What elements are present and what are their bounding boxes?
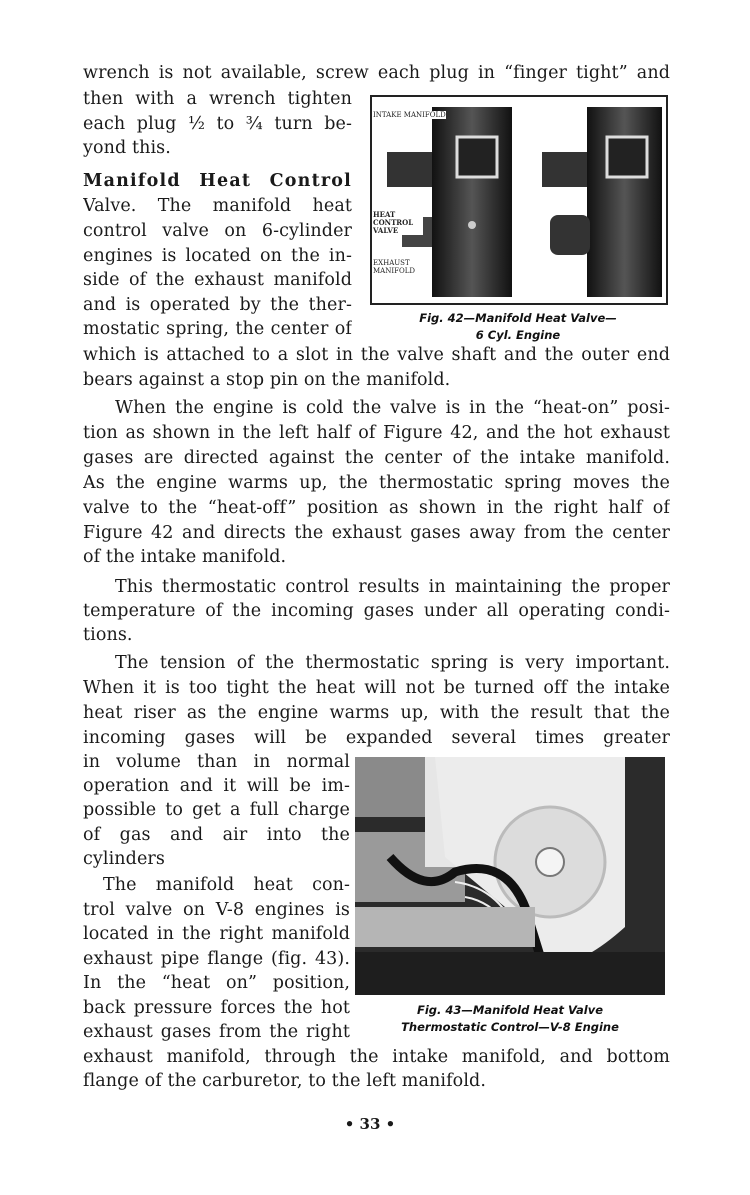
text-line: of gas and air into the xyxy=(83,825,350,845)
text-line: This thermostatic control results in maintaining the proper xyxy=(115,577,670,597)
text-line: operation and it will be im- xyxy=(83,776,350,796)
label-exhaust-manifold: EXHAUST MANIFOLD xyxy=(373,259,428,275)
text-line: When it is too tight the heat will not be turned off the intake xyxy=(83,678,670,698)
text-line: tions. xyxy=(83,625,133,645)
figure-42-caption-line2: 6 Cyl. Engine xyxy=(475,328,561,342)
text-line: possible to get a full charge xyxy=(83,800,350,820)
text-line: then with a wrench tighten xyxy=(83,89,352,109)
text-line: temperature of the incoming gases under all operating condi- xyxy=(83,601,670,621)
text-line: heat riser as the engine warms up, with the result that the xyxy=(83,703,670,723)
text-line: In the “heat on” position, xyxy=(83,973,350,993)
text-line: exhaust pipe flange (fig. 43). xyxy=(83,949,350,969)
text-line: As the engine warms up, the thermostatic spring moves the xyxy=(83,473,670,493)
text-line: gases are directed against the center of the intake manifold. xyxy=(83,448,670,468)
text-line: which is attached to a slot in the valve shaft and the outer end xyxy=(83,345,670,365)
figure-42-caption-line1: Fig. 42—Manifold Heat Valve— xyxy=(419,311,617,325)
text-line: control valve on 6-cylinder xyxy=(83,221,352,241)
text-line: mostatic spring, the center of xyxy=(83,319,352,339)
text-line: incoming gases will be expanded several times greater xyxy=(83,728,670,748)
text-line: wrench is not available, screw each plug in “finger tight” and xyxy=(83,63,670,83)
text-line: of the intake manifold. xyxy=(83,547,287,567)
text-line: Manifold Heat Control xyxy=(83,171,352,191)
text-line: back pressure forces the hot xyxy=(83,998,350,1018)
text-line: Valve. The manifold heat xyxy=(83,196,352,216)
text-line: The manifold heat con- xyxy=(103,875,350,895)
figure-42-image xyxy=(370,95,668,305)
text-line: and is operated by the ther- xyxy=(83,295,352,315)
text-line: yond this. xyxy=(83,138,171,158)
text-line: valve to the “heat-off” position as shown in the right half of xyxy=(83,498,670,518)
text-line: in volume than in normal xyxy=(83,752,350,772)
page-number: • 33 • xyxy=(344,1115,396,1133)
figure-43-photo xyxy=(355,757,665,995)
thermostatic-spring-photo xyxy=(355,757,665,995)
text-line: located in the right manifold xyxy=(83,924,350,944)
text-line: engines is located on the in- xyxy=(83,246,352,266)
text-line: tion as shown in the left half of Figure 42, and the hot exhaust xyxy=(83,423,670,443)
text-line: exhaust manifold, through the intake manifold, and bottom xyxy=(83,1047,670,1067)
text-line: The tension of the thermostatic spring is very important. xyxy=(115,653,670,673)
text-line: When the engine is cold the valve is in the “heat-on” posi- xyxy=(115,398,670,418)
label-intake-manifold: INTAKE MANIFOLD xyxy=(373,111,446,119)
text-line: flange of the carburetor, to the left manifold. xyxy=(83,1071,486,1091)
figure-43-caption-line2: Thermostatic Control—V-8 Engine xyxy=(401,1020,619,1034)
text-line: bears against a stop pin on the manifold. xyxy=(83,370,451,390)
figure-43-caption-line1: Fig. 43—Manifold Heat Valve xyxy=(416,1003,603,1017)
text-line: side of the exhaust manifold xyxy=(83,270,352,290)
text-line: trol valve on V-8 engines is xyxy=(83,900,350,920)
text-line: exhaust gases from the right xyxy=(83,1022,350,1042)
text-line: each plug ½ to ¾ turn be- xyxy=(83,114,352,134)
text-line: cylinders xyxy=(83,849,165,869)
label-heat-control-valve: HEAT CONTROL VALVE xyxy=(373,211,423,235)
text-line: Figure 42 and directs the exhaust gases away from the center xyxy=(83,523,670,543)
